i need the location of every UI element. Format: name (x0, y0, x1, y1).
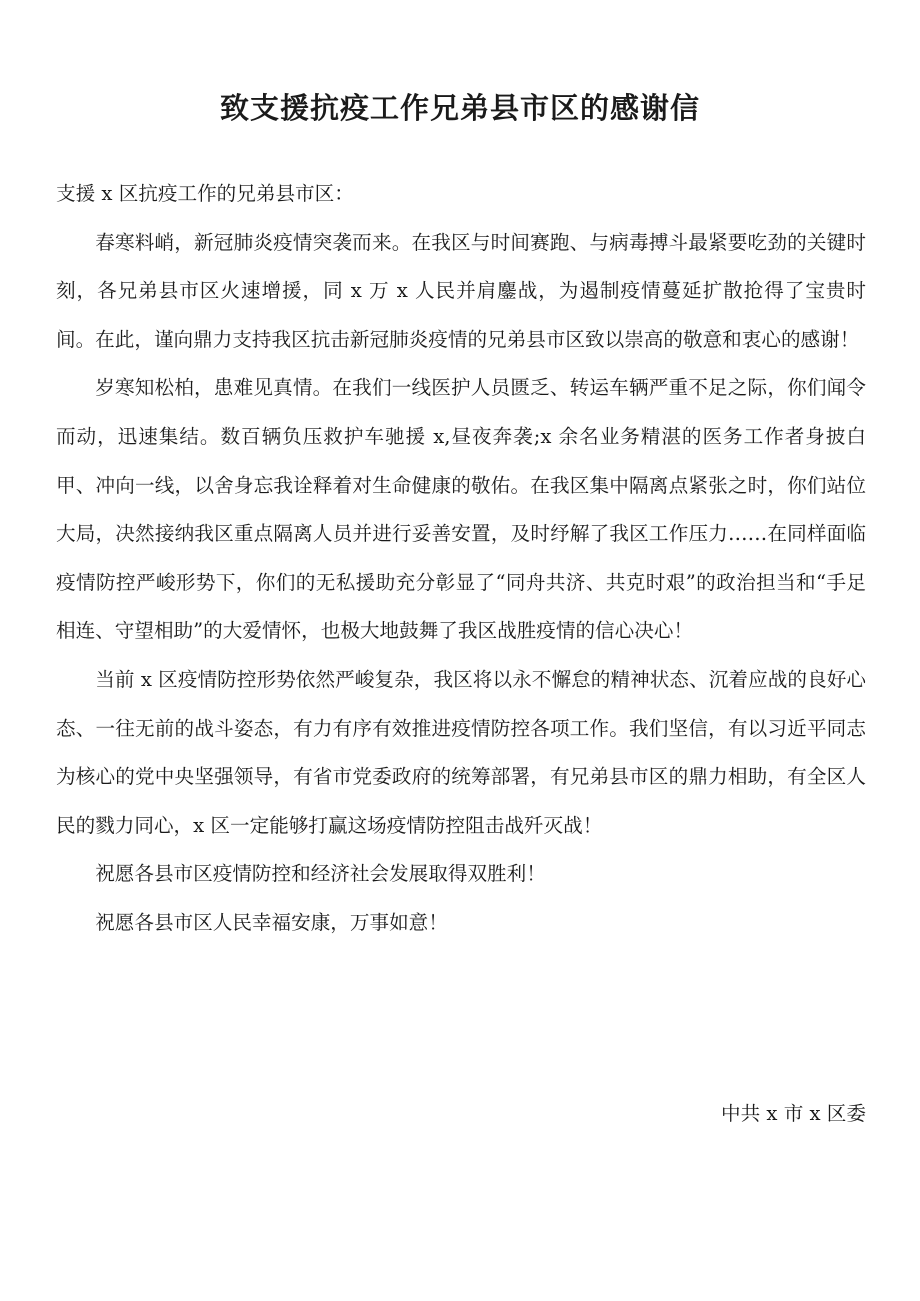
paragraph-1: 春寒料峭，新冠肺炎疫情突袭而来。在我区与时间赛跑、与病毒搏斗最紧要吃劲的关键时刻，各兄弟县市区火速增援，同 x 万 x 人民并肩鏖战，为遏制疫情蔓延扩散抢得了宝贵时间。在此，谨向鼎力支持我区抗击新冠肺炎疫情的兄弟县市区致以崇高的敬意和衷心的感谢！ (56, 230, 866, 351)
paragraph-2: 岁寒知松柏，患难见真情。在我们一线医护人员匮乏、转运车辆严重不足之际，你们闻令而动，迅速集结。数百辆负压救护车驰援 x,昼夜奔袭;x 余名业务精湛的医务工作者身披白甲、冲向一线，以舍身忘我诠释着对生命健康的敬佑。在我区集中隔离点紧张之时，你们站位大局，决然接纳我区重点隔离人员并进行妥善安置，及时纾解了我区工作压力……在同样面临疫情防控严峻形势下，你们的无私援助充分彰显了“同舟共济、共克时艰”的政治担当和“手足相连、守望相助”的大爱情怀，也极大地鼓舞了我区战胜疫情的信心决心！ (56, 376, 866, 643)
letter-title: 致支援抗疫工作兄弟县市区的感谢信 (219, 91, 700, 125)
closing-wish-1: 祝愿各县市区疫情防控和经济社会发展取得双胜利！ (95, 862, 546, 886)
signature: 中共 x 市 x 区委 (721, 1102, 866, 1125)
closing-wish-2: 祝愿各县市区人民幸福安康，万事如意！ (95, 910, 448, 934)
salutation: 支援 x 区抗疫工作的兄弟县市区： (56, 182, 354, 205)
paragraph-3: 当前 x 区疫情防控形势依然严峻复杂，我区将以永不懈怠的精神状态、沉着应战的良好心态、一往无前的战斗姿态，有力有序有效推进疫情防控各项工作。我们坚信，有以习近平同志为核心的党中央坚强领导，有省市党委政府的统筹部署，有兄弟县市区的鼎力相助，有全区人民的戮力同心，x 区一定能够打赢这场疫情防控阻击战歼灭战！ (56, 667, 866, 837)
letter-body (56, 170, 866, 948)
